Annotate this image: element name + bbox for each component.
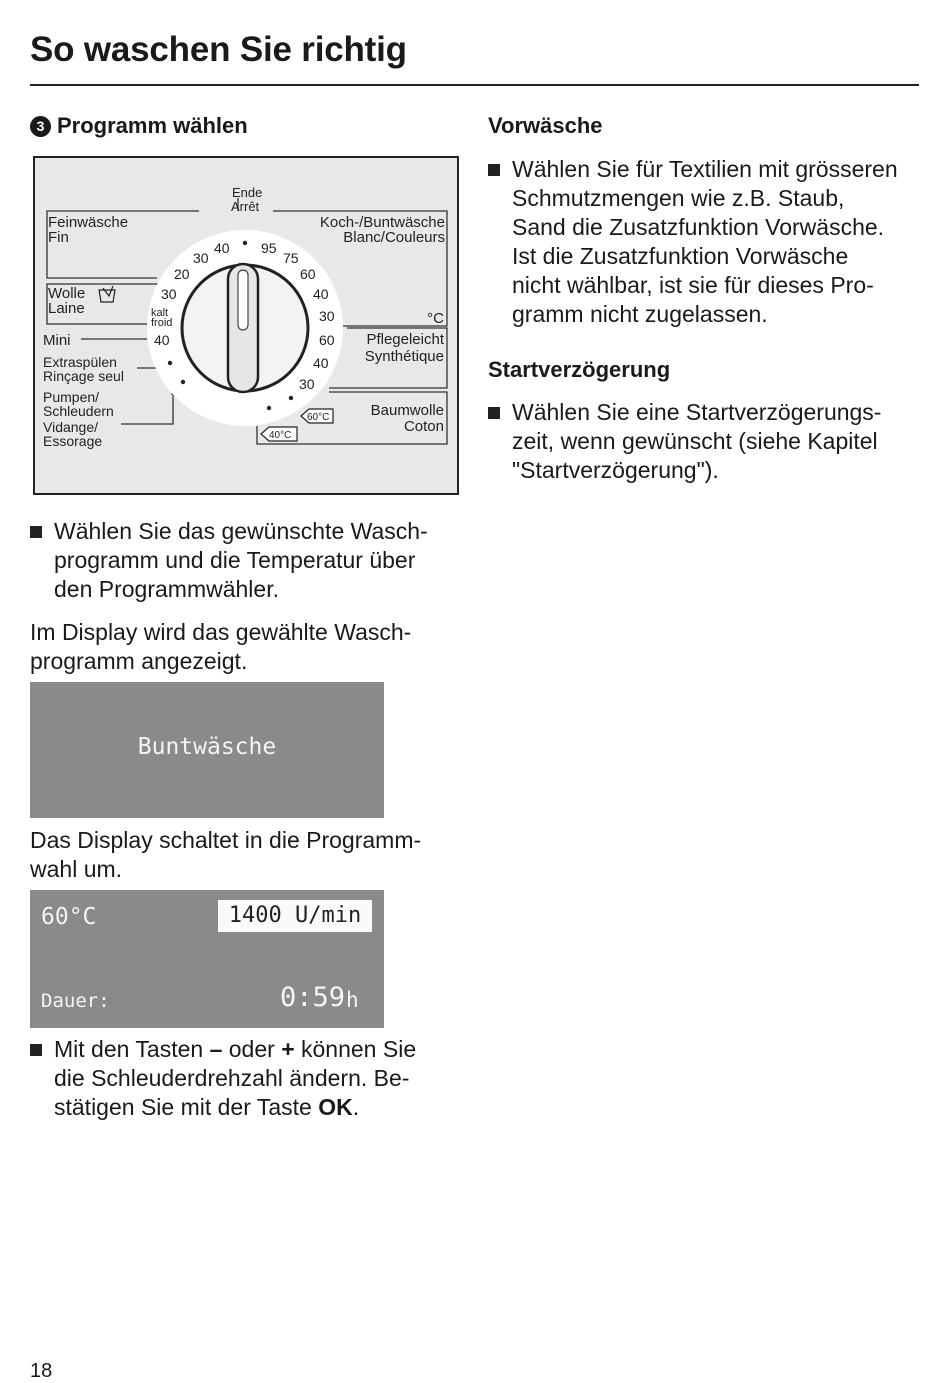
page-title: So waschen Sie richtig <box>30 30 407 69</box>
dial-label-vidange: Vidange/ <box>43 419 99 435</box>
paragraph-display-switches: Das Display schaltet in die Programm- wahl um. <box>30 827 422 882</box>
step-number-badge: 3 <box>30 116 51 137</box>
program-dial-illustration <box>33 156 459 496</box>
display-duration-unit: h <box>346 988 359 1012</box>
dial-label-pumpen: Pumpen/ <box>43 389 100 405</box>
dial-label-kalt: kalt <box>151 307 169 319</box>
display-program-selection <box>30 890 384 1028</box>
dial-temp: 30 <box>161 286 177 302</box>
instruction-bullet-select-program: Wählen Sie das gewünschte Wasch- programm und die Temperatur über den Programmwähler. <box>30 517 460 607</box>
dial-label-arret: Arrêt <box>231 199 260 214</box>
dial-temp: 60 <box>300 266 316 282</box>
title-divider <box>30 84 919 86</box>
display-duration-label: Dauer: <box>41 990 110 1012</box>
bullet-marker <box>30 526 42 538</box>
dial-temp: 75 <box>283 250 299 266</box>
dial-temp: 30 <box>319 308 335 324</box>
instruction-bullet-startverzoegerung: Wählen Sie eine Startverzögerungs- zeit, wenn gewünscht (siehe Kapitel "Startverzögerung"). <box>488 398 928 493</box>
dial-label-laine: Laine <box>48 300 85 317</box>
heading-text: Programm wählen <box>57 113 248 138</box>
dial-label-blanc: Blanc/Couleurs <box>343 229 445 246</box>
dial-label-baumwolle: Baumwolle <box>370 402 444 419</box>
display-program-name: Buntwäsche <box>137 734 277 760</box>
dial-label-fin: Fin <box>48 229 69 246</box>
display-temperature: 60°C <box>41 904 97 930</box>
section-heading-vorwaesche: Vorwäsche <box>488 113 603 138</box>
ok-key-label: OK <box>318 1094 353 1120</box>
dial-label-synthetique: Synthétique <box>364 348 444 365</box>
dial-label-rincage: Rinçage seul <box>43 368 124 384</box>
eco-40-tag <box>261 427 297 441</box>
dial-temp: 60 <box>319 332 335 348</box>
bullet-marker <box>488 164 500 176</box>
dial-temp: 30 <box>193 250 209 266</box>
plus-key-label: + <box>281 1036 295 1062</box>
dial-temp: 40 <box>313 286 329 302</box>
dial-label-schleudern: Schleudern <box>43 403 114 419</box>
instruction-bullet-spin-speed: Mit den Tasten – oder + können Sie die Schleuderdrehzahl ändern. Be- stätigen Sie mit der Taste OK. <box>30 1035 460 1125</box>
bullet-marker <box>30 1044 42 1056</box>
eco-60-tag <box>301 409 333 423</box>
dial-temp: 95 <box>261 240 277 256</box>
dial-label-coton: Coton <box>403 418 444 435</box>
minus-key-label: – <box>209 1036 223 1062</box>
dial-label-ende-top: Ende <box>232 185 263 200</box>
instruction-bullet-vorwaesche: Wählen Sie für Textilien mit grösseren Schmutzmengen wie z.B. Staub, Sand die Zusatzfunktion Vorwäsche. Ist die Zusatzfunktion Vorwäsche nicht wählbar, ist sie für dieses Pro- gramm nicht zugelassen. <box>488 155 928 335</box>
paragraph-display-shows: Im Display wird das gewählte Wasch- programm angezeigt. <box>30 619 412 674</box>
dial-temp: 40 <box>313 355 329 371</box>
dial-temp: 20 <box>174 266 190 282</box>
dial-label-extraspuelen: Extraspülen <box>43 354 117 370</box>
page-number: 18 <box>30 1360 53 1382</box>
dial-label-essorage: Essorage <box>43 433 103 449</box>
dial-label-wolle: Wolle <box>48 285 86 302</box>
display-duration-value: 0:59 <box>280 982 346 1013</box>
dial-temp: 30 <box>299 376 315 392</box>
dial-temp: 40 <box>214 240 230 256</box>
dial-label-celsius: °C <box>427 310 444 327</box>
dial-temp-mini: 40 <box>154 332 170 348</box>
dial-label-feinwaesche: Feinwäsche <box>48 214 129 231</box>
display-program <box>30 682 384 818</box>
dial-label-pflegeleicht: Pflegeleicht <box>366 331 444 348</box>
dial-label-mini: Mini <box>43 332 71 349</box>
display-spin-speed: 1400 U/min <box>218 900 372 932</box>
section-heading-programm <box>30 113 248 139</box>
svg-text:40°C: 40°C <box>269 430 292 441</box>
svg-text:60°C: 60°C <box>307 412 330 423</box>
bullet-marker <box>488 407 500 419</box>
dial-label-froid: froid <box>151 317 173 329</box>
section-heading-startverzoegerung: Startverzögerung <box>488 357 671 382</box>
dial-label-koch: Koch-/Buntwäsche <box>319 214 445 231</box>
